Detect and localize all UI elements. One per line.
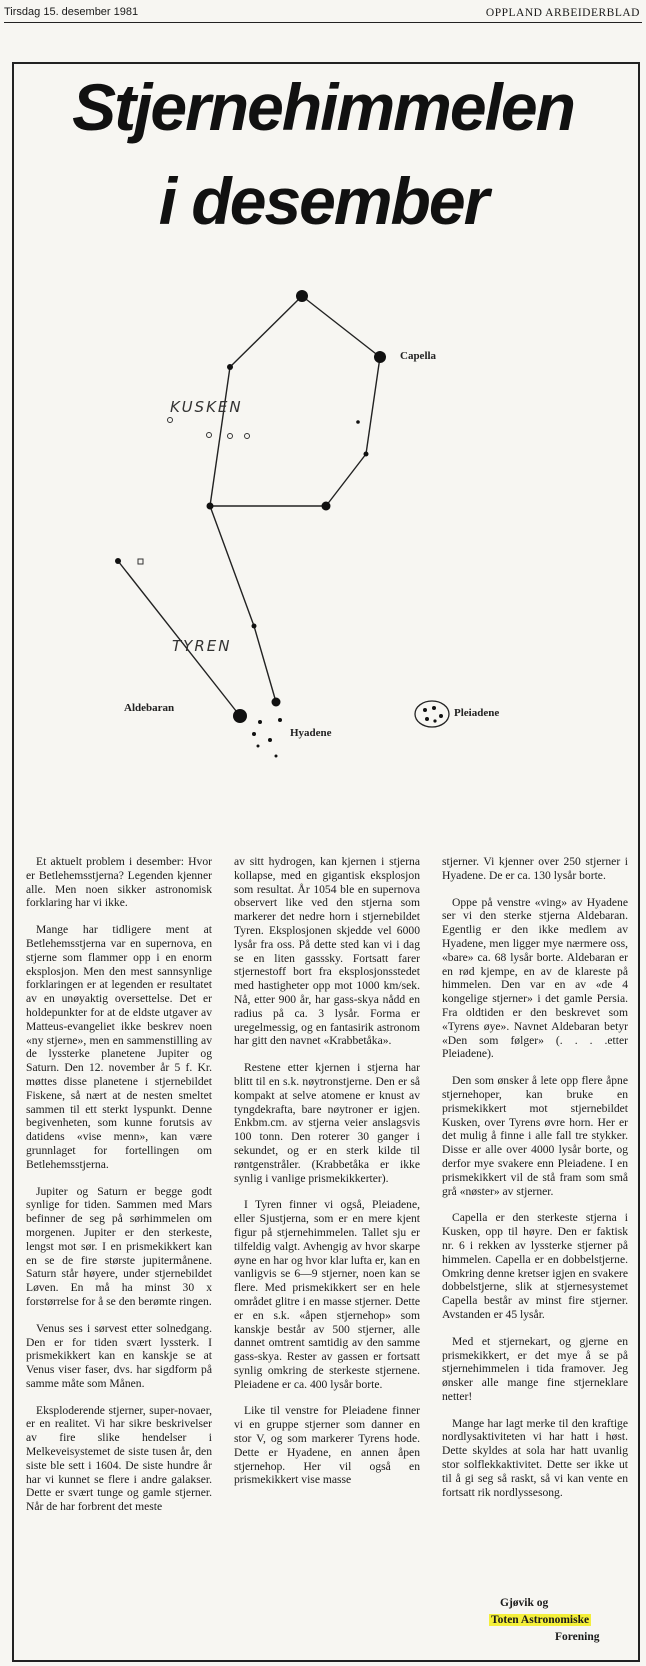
text-column-2: [234, 855, 420, 1500]
star: [258, 720, 262, 724]
cluster-marker: [245, 434, 250, 439]
paragraph: Den som ønsker å lete opp flere åpne stjernehoper, kan bruke en prismekikkert mot stjernebildet Kusken, over Tyrens øvre horn. Her er det mulig å finne i alle fall tre stykker. Disse er alle over 4000 lysår borte, og derfor mye svakere enn Pleiadene. I en prismekikkert vil de stå fram som små grå «nøster» av stjerner.: [442, 1074, 628, 1198]
signature-line-1: Gjøvik og: [500, 1597, 549, 1609]
paragraph: Med et stjernekart, og gjerne en prismekikkert, er det mye å se på stjernehimmelen i tida framover. Jeg ønsker alle mange fine stjerneklare netter!: [442, 1334, 628, 1403]
paragraph: av sitt hydrogen, kan kjernen i stjerna kollapse, med en gigantisk eksplosjon som resultat. År 1054 ble en supernova observert like ved den stjerna som markerer det nedre horn i stjernebildet Tyren. Eksplosjonen skjedde vel 6000 lysår fra oss. På dette sted kan vi i dag se en liten gasssky. Fortsatt farer stjernestoff bort fra eksplosjonsstedet med hastigheter opp mot 1000 km/sek. Nå, etter 900 år, har gass-skya nådd en radius på ca. 3 lysår. Forma er uregelmessig, og en fantasirik astronom har gitt den navnet «Krabbetåka».: [234, 855, 420, 1048]
label-aldebaran: Aldebaran: [124, 702, 175, 714]
cluster-marker: [168, 418, 173, 423]
paragraph: I Tyren finner vi også, Pleiadene, eller Sjustjerna, som er en mere kjent figur på stjernehimmelen. Tallet sju er tilfeldig valgt. Avhengig av hvor skarpe øyne en har og hvor klar lufta er, kan en vanligvis se 6—9 stjerner, noen kan se flere. Med prismekikkert ser en hele området glitre i en masse stjerner. Dette er en s.k. «åpen stjernehop» som kanskje består av 500 stjerner, alle dannet omtrent samtidig av den samme gass-skya. Rester av gassen er fortsatt synlig omkring de sterkeste stjernene. Pleiadene er ca. 400 lysår borte.: [234, 1198, 420, 1391]
star: [322, 502, 331, 511]
star: [257, 745, 260, 748]
paragraph: Mange har tidligere ment at Betlehemsstjerna var en supernova, en stjerne som flammer opp i en enorm eksplosjon. Men den mest sannsynlige forklaringen er at legenden er resultatet av en unøyaktig oversettelse. Det er holdepunkter for at de eldste utgaver av Matteus-evangeliet ikke beskrev noen «ny stjerne», men en sammenstilling av de lyssterke planetene Jupiter og Saturn. Den 12. november år 5 f. Kr. møttes disse planetene i stjernebildet Fiskene, så nært at de nesten smeltet sammen til ett sterkt lyspunkt. Denne begivenheten, som kunne forutsis av datidens «vise menn», kan være grunnlaget for fortellingen om Betlehemsstjerna.: [26, 923, 212, 1171]
cluster-marker: [207, 433, 212, 438]
headline-line-2: i desember: [158, 164, 488, 238]
open-clusters: [138, 418, 250, 565]
signature-line-3: Forening: [555, 1631, 600, 1643]
label-capella: Capella: [400, 350, 437, 362]
star: [296, 290, 308, 302]
article-body: [26, 855, 630, 1635]
header-paper-name: OPPLAND ARBEIDERBLAD: [485, 7, 640, 19]
star: [356, 420, 360, 424]
paragraph: Oppe på venstre «ving» av Hyadene ser vi den sterke stjerna Aldebaran. Egentlig er den ikke medlem av Hyadene, men ligger mye nærmere oss, «bare» ca. 68 lysår borte. Aldebaran er en rød kjempe, en av de klareste på himmelen. Den var en av «de 4 kongelige stjerner» i det gamle Persia. Fra oldtiden er den beskrevet som «Tyrens øye». Navnet Aldebaran betyr «Den som følger» (. . . .etter Pleiadene).: [442, 895, 628, 1061]
headline-line-1: Stjernehimmelen: [72, 70, 574, 144]
paragraph: Venus ses i sørvest etter solnedgang. Den er for tiden svært lyssterk. I prismekikkert kan en kanskje se at Venus viser faser, dvs. har sigdform på samme måte som Månen.: [26, 1321, 212, 1390]
star-aldebaran: [233, 709, 247, 723]
label-kusken: KUSKEN: [170, 398, 243, 416]
star: [207, 503, 214, 510]
signature-line-2: Toten Astronomiske: [491, 1614, 590, 1626]
paragraph: Jupiter og Saturn er begge godt synlige for tiden. Sammen med Mars befinner de seg på sørhimmelen om morgenen. Jupiter er den sterkeste, lengst mot sør. I en prismekikkert kan en se de fire største jupitermånene. Saturn står høyere, under stjernebildet Løven. En må ha minst 30 x forstørrelse for å se den berømte ringen.: [26, 1184, 212, 1308]
header-date: Tirsdag 15. desember 1981: [4, 6, 139, 18]
star: [275, 755, 278, 758]
cluster-marker: [138, 559, 143, 564]
constellation-diagram: [14, 270, 638, 860]
paragraph: Restene etter kjernen i stjerna har blitt til en s.k. nøytronstjerne. Den er så kompakt at selve atomene er knust av tyngdekrafta, bare nøytroner er igjen. Enkbm.cm. av stjerna veier anslagsvis 100 tonn. Den roterer 30 ganger i sekundet, og er en sterk kilde til røntgenstråler. (Krabbetåka er ikke synlig i vanlige prismekikkerter).: [234, 1061, 420, 1185]
kusken-lines: [118, 296, 380, 716]
label-pleiadene: Pleiadene: [454, 707, 500, 719]
star-capella: [374, 351, 386, 363]
paragraph: Capella er den sterkeste stjerna i Kusken, opp til høyre. Den er faktisk nr. 6 i rekken av lyssterke stjerner på himmelen. Capella er en dobbelstjerne. Omkring denne kretser igjen en svakere dobbelstjerne, slik at stjernesystemet Capella består av minst fire stjerner. Avstanden er 45 lysår.: [442, 1211, 628, 1321]
star: [227, 364, 233, 370]
star: [115, 558, 121, 564]
paragraph: Like til venstre for Pleiadene finner vi en gruppe stjerner som danner en stor V, og som markerer Tyrens hode. Dette er Hyadene, en annen åpen stjernehop. Her vil også en prismekikkert vise masse: [234, 1404, 420, 1487]
star: [252, 732, 256, 736]
header-rule: [4, 22, 642, 23]
label-tyren: TYREN: [172, 637, 232, 655]
label-hyadene: Hyadene: [290, 727, 332, 739]
paragraph: stjerner. Vi kjenner over 250 stjerner i Hyadene. De er ca. 130 lysår borte.: [442, 855, 628, 882]
pleiades-symbol: [415, 701, 449, 727]
text-column-3: [442, 855, 628, 1512]
star: [252, 624, 257, 629]
star: [278, 718, 282, 722]
star: [272, 698, 281, 707]
paragraph: Eksploderende stjerner, super-novaer, er en realitet. Vi har sikre beskrivelser av fire slike hendelser i Melkeveisystemet de siste tusen år, den siste ble sett i 1604. De siste hundre år har vi kunnet se flere i andre galakser. Dette er svært tunge og gamle stjerner. Når de har forbrent det meste: [26, 1403, 212, 1514]
star: [268, 738, 272, 742]
text-column-1: [26, 855, 212, 1527]
star: [364, 452, 369, 457]
paragraph: Mange har lagt merke til den kraftige nordlysaktiviteten vi har hatt i høst. Dette skyldes at sola har hatt uvanlig stor solflekkaktivitet. Dette ser ikke ut til å gi seg så raskt, så vi kan vente en fortsatt rik nordlyssesong.: [442, 1416, 628, 1499]
paragraph: Et aktuelt problem i desember: Hvor er Betlehemsstjerna? Legenden kjenner alle. Men noen sikker astronomisk forklaring har vi ikke.: [26, 855, 212, 910]
stars: [115, 290, 386, 758]
cluster-marker: [228, 434, 233, 439]
